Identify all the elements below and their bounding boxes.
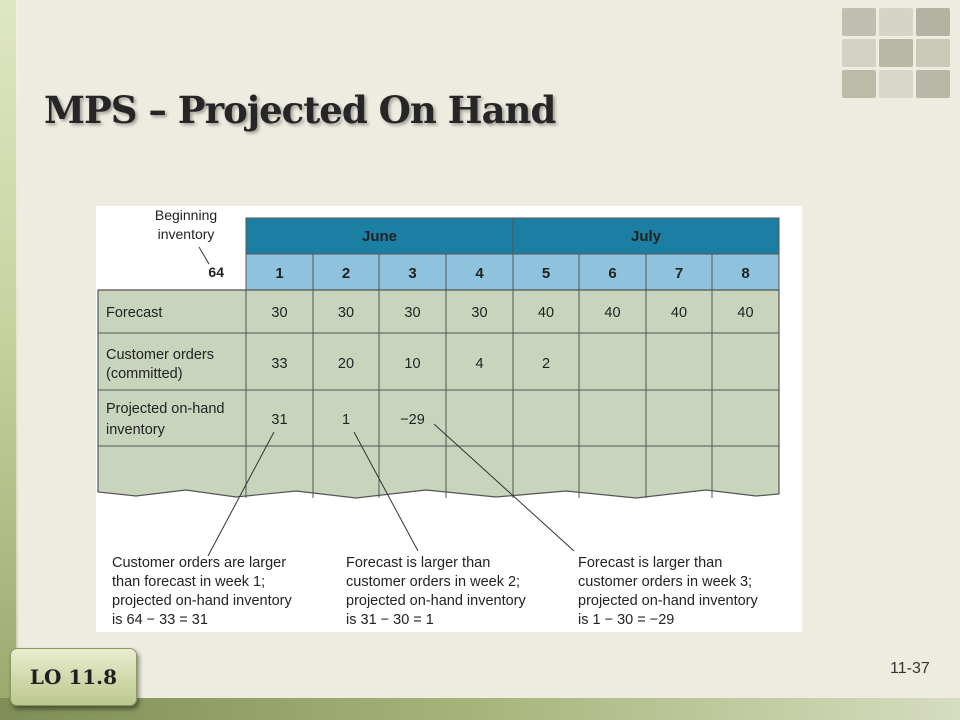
annotation-text: projected on-hand inventory bbox=[346, 593, 526, 609]
annotation-text: customer orders in week 2; bbox=[346, 574, 521, 590]
cell-value: 40 bbox=[604, 305, 621, 321]
week-header-6: 6 bbox=[608, 265, 617, 282]
cell-value: 30 bbox=[404, 305, 421, 321]
annotation-text: is 31 − 30 = 1 bbox=[346, 612, 434, 628]
table-body bbox=[98, 290, 779, 498]
annotation-text: projected on-hand inventory bbox=[578, 593, 758, 609]
annotation-text: is 64 − 33 = 31 bbox=[112, 612, 208, 628]
slide-title: MPS – Projected On Hand bbox=[44, 88, 556, 132]
cell-value: 40 bbox=[737, 305, 754, 321]
row-label: Projected on-hand bbox=[106, 401, 225, 417]
beginning-inventory-label: inventory bbox=[157, 226, 215, 242]
week-header-1: 1 bbox=[275, 265, 284, 282]
week-header-5: 5 bbox=[541, 265, 551, 282]
beginning-inventory-pointer bbox=[199, 247, 209, 264]
mps-table-graphic bbox=[96, 206, 802, 632]
week-header-8: 8 bbox=[741, 265, 750, 282]
annotation-text: Forecast is larger than bbox=[578, 555, 723, 571]
annotation-text: Forecast is larger than bbox=[346, 555, 491, 571]
slide-number: 11-37 bbox=[890, 660, 930, 677]
photo-collage-image bbox=[842, 8, 950, 98]
annotation-text: than forecast in week 1; bbox=[112, 574, 266, 590]
week-header-2: 2 bbox=[341, 265, 351, 282]
cell-value: 30 bbox=[271, 305, 288, 321]
cell-value: 33 bbox=[271, 356, 288, 372]
cell-value: 30 bbox=[471, 305, 488, 321]
cell-value: 1 bbox=[341, 412, 351, 428]
cell-value: 20 bbox=[337, 356, 355, 372]
left-accent-bar bbox=[0, 0, 18, 720]
cell-value: 40 bbox=[537, 305, 555, 321]
cell-value: 31 bbox=[271, 412, 288, 428]
month-header-july: July bbox=[630, 228, 662, 245]
beginning-inventory-label: Beginning bbox=[154, 207, 218, 223]
week-header-3: 3 bbox=[408, 265, 417, 282]
annotation-text: customer orders in week 3; bbox=[578, 574, 753, 590]
cell-value: 30 bbox=[337, 305, 355, 321]
beginning-inventory-value: 64 bbox=[208, 264, 224, 280]
annotation-text: is 1 − 30 = −29 bbox=[578, 612, 675, 628]
row-label: inventory bbox=[106, 422, 165, 438]
annotation-text: Customer orders are larger bbox=[112, 555, 287, 571]
cell-value: 10 bbox=[404, 356, 421, 372]
week-header-4: 4 bbox=[475, 265, 484, 282]
week-header-7: 7 bbox=[674, 265, 684, 282]
cell-value: 4 bbox=[475, 356, 484, 372]
cell-value: 2 bbox=[541, 356, 551, 372]
bottom-accent-bar bbox=[0, 698, 960, 720]
cell-value: −29 bbox=[400, 412, 425, 428]
cell-value: 40 bbox=[670, 305, 688, 321]
lo-badge[interactable]: LO 11.8 bbox=[10, 648, 137, 706]
row-label: Customer orders bbox=[106, 347, 214, 363]
month-header-june: June bbox=[361, 228, 398, 245]
row-label: (committed) bbox=[106, 366, 183, 382]
annotation-text: projected on-hand inventory bbox=[112, 593, 292, 609]
row-label: Forecast bbox=[106, 305, 163, 321]
mps-figure bbox=[96, 206, 802, 632]
